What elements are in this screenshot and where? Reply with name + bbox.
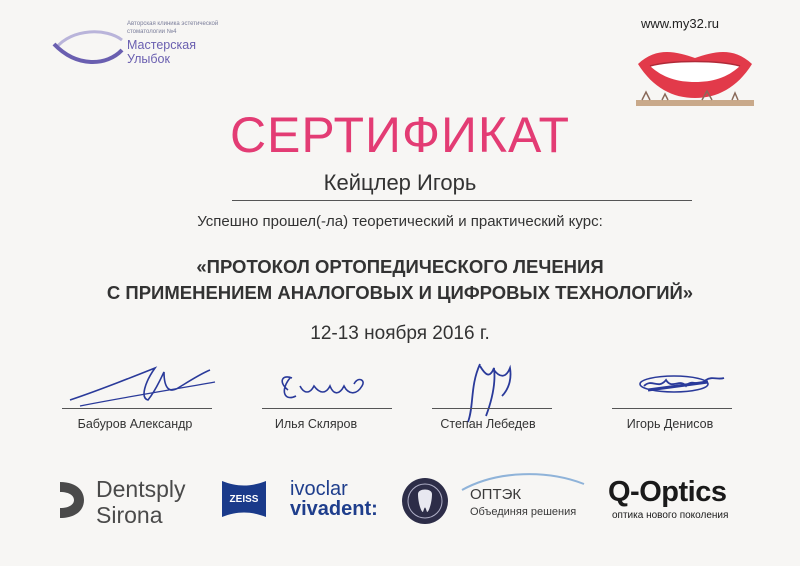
signatory-name-3: Степан Лебедев [440, 417, 536, 431]
course-title-line1: «ПРОТОКОЛ ОРТОПЕДИЧЕСКОГО ЛЕЧЕНИЯ [196, 256, 604, 277]
dentsply-text-line2: Sirona [96, 502, 163, 528]
dentsply-sirona-logo-icon [52, 478, 88, 522]
signature-line-2 [262, 408, 392, 409]
lips-logo [632, 38, 758, 108]
zeiss-logo [222, 477, 266, 521]
qoptics-text-line1: Q-Optics [608, 476, 727, 508]
certificate-title: СЕРТИФИКАТ [229, 107, 571, 163]
signature-line-4 [612, 408, 732, 409]
recipient-name: Кейцлер Игорь [323, 170, 477, 195]
opteq-text-line1: ОПТЭК [470, 486, 522, 503]
signatory-name-2: Илья Скляров [274, 417, 358, 431]
signature-line-3 [432, 408, 552, 409]
course-dates: 12-13 ноября 2016 г. [310, 323, 490, 344]
signatory-name-4: Игорь Денисов [626, 417, 714, 431]
zeiss-logo-icon [222, 477, 266, 521]
ivoclar-text-line1: ivoclar [290, 478, 348, 500]
ivoclar-text-line2: vivadent: [290, 498, 378, 520]
zeiss-text: ZEISS [229, 494, 259, 505]
clinic-tagline: Авторская клиника эстетической стоматологии №4 [127, 21, 219, 35]
course-intro: Успешно прошел(-ла) теоретический и практический курс: [197, 213, 603, 230]
clinic-name-line2: Улыбок [127, 52, 170, 66]
site-url: www.my32.ru [641, 16, 720, 31]
signature-baburov [60, 360, 220, 418]
signature-denisov [628, 360, 728, 418]
signature-line-1 [62, 408, 212, 409]
recipient-underline [232, 200, 692, 201]
opteq-text-line2: Объединяя решения [470, 506, 577, 518]
clinic-name [127, 38, 196, 66]
clinic-name-line1: Мастерская [127, 38, 196, 52]
dental-society-seal [400, 476, 450, 526]
signature-sklyarov [270, 360, 380, 418]
signatory-name-1: Бабуров Александр [77, 417, 193, 431]
qoptics-text-line2: оптика нового поколения [612, 510, 729, 521]
dentsply-text-line1: Dentsply [96, 476, 186, 502]
course-title-line2: С ПРИМЕНЕНИЕМ АНАЛОГОВЫХ И ЦИФРОВЫХ ТЕХНОЛОГИЙ» [106, 282, 694, 303]
